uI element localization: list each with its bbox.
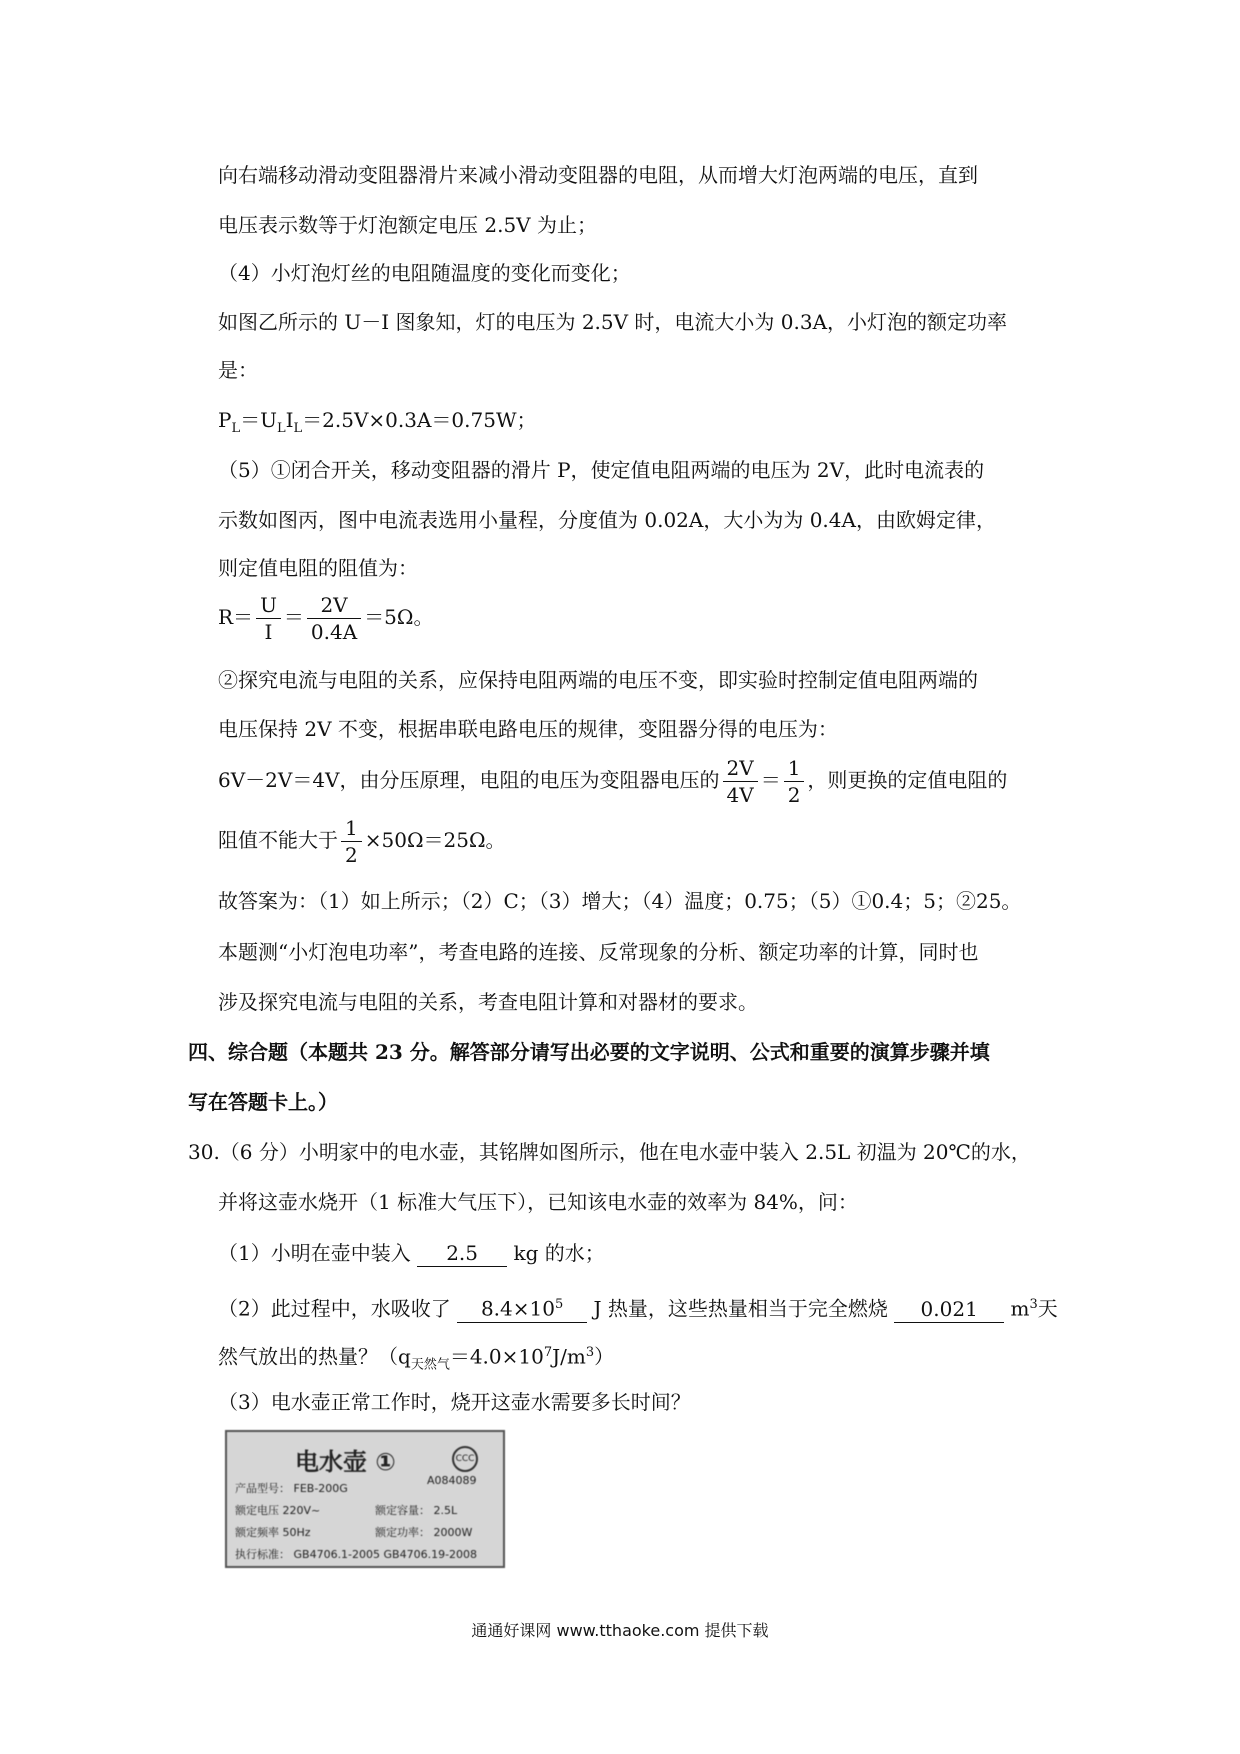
fraction: $\frac{2V}{0.4A}$ — [307, 592, 361, 645]
text-line: 向右端移动滑动变阻器滑片来减小滑动变阻器的电阻，从而增大灯泡两端的电压，直到 — [218, 163, 978, 187]
text-line: 如图乙所示的 U－I 图象知，灯的电压为 2.5V 时，电流大小为 0.3A，小灯泡的额定功率 — [218, 310, 1008, 334]
text-line: 则定值电阻的阻值为： — [218, 556, 418, 580]
text-line: 电压表示数等于灯泡额定电压 2.5V 为止； — [218, 213, 597, 237]
nameplate-code: A084089 — [427, 1474, 477, 1487]
section-heading: 四、综合题（本题共 23 分。解答部分请写出必要的文字说明、公式和重要的演算步骤并填 — [188, 1040, 990, 1064]
resistance-formula: R＝ $\frac{U}{I}$ ＝ $\frac{2V}{0.4A}$ ＝5Ω。 — [218, 593, 434, 644]
nameplate-title: 电水壶 ① — [295, 1448, 396, 1476]
nameplate-frequency: 额定频率 50Hz — [235, 1526, 311, 1539]
nameplate-capacity: 额定容量： 2.5L — [375, 1504, 458, 1517]
text-line: 并将这壶水烧开（1 标准大气压下），已知该电水壶的效率为 84%，问： — [218, 1190, 858, 1214]
nameplate-standard: 执行标准： GB4706.1-2005 GB4706.19-2008 — [235, 1548, 478, 1561]
sub-question-1: （1）小明在壶中装入 2.5 kg 的水； — [218, 1241, 605, 1265]
text-line: 示数如图丙，图中电流表选用小量程，分度值为 0.02A，大小为为 0.4A，由欧姆定律， — [218, 508, 996, 532]
answer-blank: $8.4\times 10^5$ — [457, 1292, 587, 1323]
text-line: 本题测“小灯泡电功率”，考查电路的连接、反常现象的分析、额定功率的计算，同时也 — [218, 940, 979, 964]
nameplate-power: 额定功率： 2000W — [375, 1526, 473, 1539]
text-line: 涉及探究电流与电阻的关系，考查电阻计算和对器材的要求。 — [218, 990, 758, 1014]
max-resistance-line: 阻值不能大于 $\frac{1}{2}$ ×50Ω＝25Ω。 — [218, 816, 506, 867]
fraction: $\frac{1}{2}$ — [341, 815, 362, 868]
kettle-nameplate-image — [225, 1430, 505, 1568]
answer-summary: 故答案为：（1）如上所示；（2）C；（3）增大；（4）温度；0.75；（5）①0.4；5；②25。 — [218, 889, 1022, 913]
text-line: （5）①闭合开关，移动变阻器的滑片 P，使定值电阻两端的电压为 2V，此时电流表的 — [218, 458, 985, 482]
answer-blank: 2.5 — [417, 1240, 507, 1267]
fraction: $\frac{1}{2}$ — [784, 755, 805, 808]
text-line: 然气放出的热量？$(q_{天然气}=4.0\times 10^7J/m^3)$ — [218, 1344, 615, 1373]
voltage-ratio-line: 6V－2V＝4V，由分压原理，电阻的电压为变阻器电压的 $\frac{2V}{4V}$ ＝ $\frac{1}{2}$ ，则更换的定值电阻的 — [218, 756, 1008, 807]
text-line: 电压保持 2V 不变，根据串联电路电压的规律，变阻器分得的电压为： — [218, 717, 838, 741]
nameplate-model: 产品型号： FEB-200G — [235, 1482, 348, 1495]
text-line: （4）小灯泡灯丝的电阻随温度的变化而变化； — [218, 261, 631, 285]
text-line: ②探究电流与电阻的关系，应保持电阻两端的电压不变，即实验时控制定值电阻两端的 — [218, 668, 978, 692]
nameplate-voltage: 额定电压 220V~ — [235, 1504, 321, 1517]
answer-blank: 0.021 — [894, 1296, 1004, 1323]
question-30: 30.（6 分）小明家中的电水壶，其铭牌如图所示，他在电水壶中装入 2.5L 初温为 20℃的水， — [188, 1140, 1031, 1164]
fraction: $\frac{2V}{4V}$ — [723, 755, 758, 808]
ccc-cert-icon: CCC — [452, 1446, 478, 1472]
power-formula: $P_L=U_LI_L=2.5V\times 0.3A=0.75W$； — [218, 408, 537, 436]
text-line: 是： — [218, 358, 258, 382]
footer: 通通好课网 www.tthaoke.com 提供下载 — [471, 1621, 769, 1640]
section-heading: 写在答题卡上。） — [188, 1090, 338, 1114]
sub-question-2: （2）此过程中，水吸收了 $8.4\times 10^5$ J 热量，这些热量相当于完全燃烧 0.021 $m^3$天 — [218, 1290, 1058, 1324]
sub-question-3: （3）电水壶正常工作时，烧开这壶水需要多长时间？ — [218, 1390, 691, 1414]
fraction: $\frac{U}{I}$ — [256, 592, 281, 645]
